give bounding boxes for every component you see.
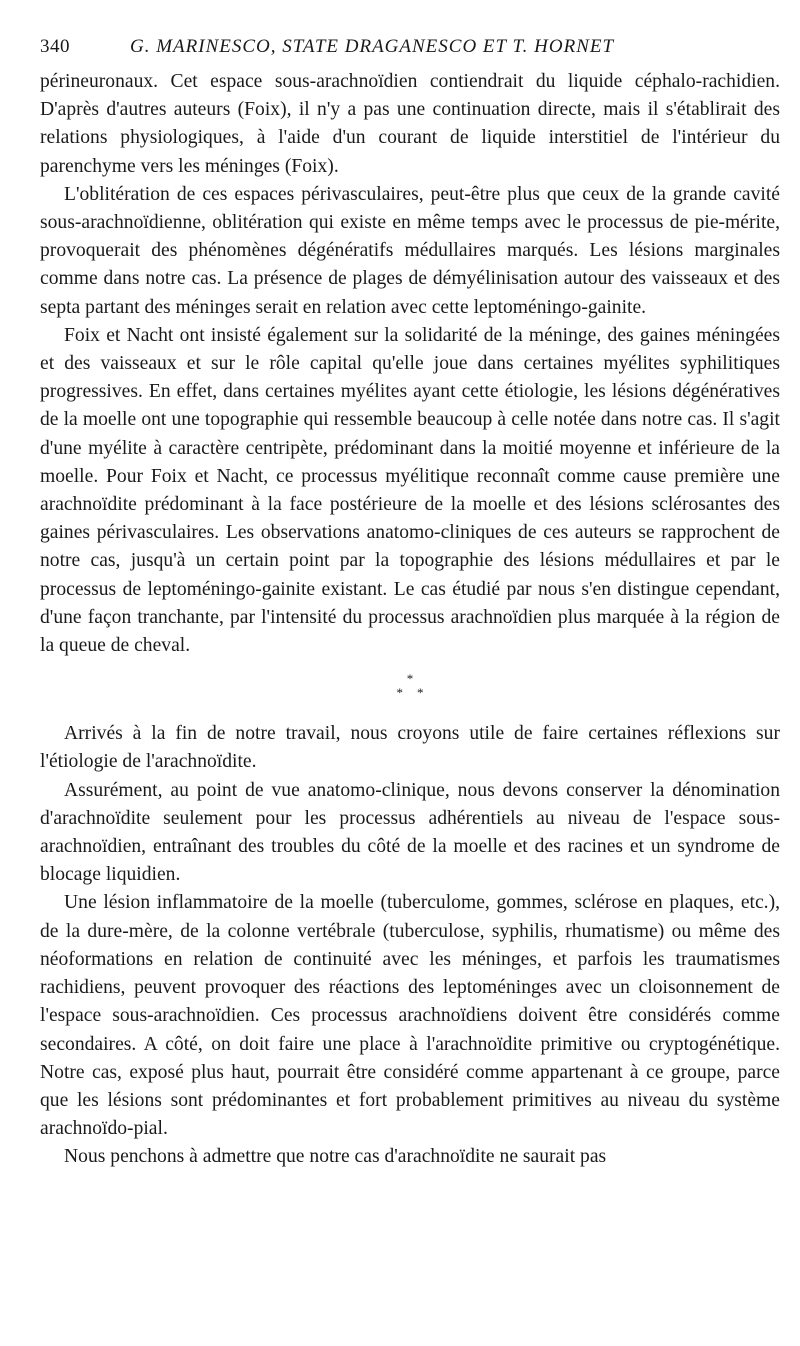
running-head — [40, 36, 780, 68]
paragraph: Une lésion inflammatoire de la moelle (tuberculome, gommes, sclérose en plaques, etc.), de la dure-mère, de la colonne vertébrale (tuberculose, syphilis, rhumatisme) ou même des néoformations en relation de continuité avec les méninges, et parfois les traumatismes rachidiens, peuvent provoquer des réactions des leptoméninges avec un cloisonnement de l'espace sous-arachnoïdien. Ces processus arachnoïdiens doivent être considérés comme secondaires. A côté, on doit faire une place à l'arachnoïdite primitive ou cryptogénétique. Notre cas, exposé plus haut, pourrait être considéré comme appartenant à ce groupe, parce que les lésions sont prédominantes et fort probablement primitives au niveau du système arachnoïdo-pial. — [40, 892, 780, 1140]
paragraph: Assurément, au point de vue anatomo-clinique, nous devons conserver la dénomination d'arachnoïdite seulement pour les processus adhérentiels au niveau de l'espace sous-arachnoïdien, entraînant des troubles du côté de la moelle et des racines et un syndrome de blocage liquidien. — [40, 779, 780, 886]
section-two — [40, 720, 780, 1171]
paragraph: Nous penchons à admettre que notre cas d'arachnoïdite ne saurait pas — [64, 1146, 607, 1168]
section-separator — [40, 672, 780, 706]
section-one — [40, 68, 780, 660]
paragraph: Arrivés à la fin de notre travail, nous croyons utile de faire certaines réflexions sur l'étiologie de l'arachnoïdite. — [40, 723, 780, 773]
page — [40, 36, 780, 1172]
asterisk-top: * — [406, 671, 414, 687]
paragraph: périneuronaux. Cet espace sous-arachnoïdien contiendrait du liquide céphalo-rachidien. D'après d'autres auteurs (Foix), il n'y a pas une continuation directe, mais il s'établirait des relations physiologiques, à l'aide d'un courant de liquide interstitiel de l'intérieur du parenchyme vers les méninges (Foix). — [40, 71, 780, 177]
running-head-authors: G. MARINESCO, STATE DRAGANESCO ET T. HORNET — [130, 36, 615, 57]
page-number: 340 — [40, 36, 70, 57]
asterisk-bottom-right: * — [417, 685, 424, 701]
asterisk-bottom-left: * — [396, 685, 403, 701]
paragraph: Foix et Nacht ont insisté également sur la solidarité de la méninge, des gaines méningées et des vaisseaux et sur le rôle capital qu'elle joue dans certaines myélites syphilitiques progressives. En effet, dans certaines myélites ayant cette étiologie, les lésions dégénératives de la moelle ont une topographie qui ressemble beaucoup à celle notée dans notre cas. Il s'agit d'une myélite à caractère centripète, prédominant dans la moitié moyenne et inférieure de la moelle. Pour Foix et Nacht, ce processus myélitique reconnaît comme cause première une arachnoïdite prédominant à la face postérieure de la moelle et des lésions sclérosantes des gaines périvasculaires. Les observations anatomo-cliniques de ces auteurs se rapprochent de notre cas, jusqu'à un certain point par la topographie des lésions médullaires et par le processus de leptoméningo-gainite existant. Le cas étudié par nous s'en distingue cependant, d'une façon tranchante, par l'intensité du processus arachnoïdien plus marquée à la région de la queue de cheval. — [40, 324, 780, 657]
paragraph: L'oblitération de ces espaces périvasculaires, peut-être plus que ceux de la grande cavité sous-arachnoïdienne, oblitération qui existe en même temps avec le processus de pie-mérite, provoquerait des phénomènes dégénératifs médullaires marqués. Les lésions marginales comme dans notre cas. La présence de plages de démyélinisation autour des vaisseaux et des septa partant des méninges serait en relation avec cette leptoméningo-gainite. — [40, 183, 780, 318]
